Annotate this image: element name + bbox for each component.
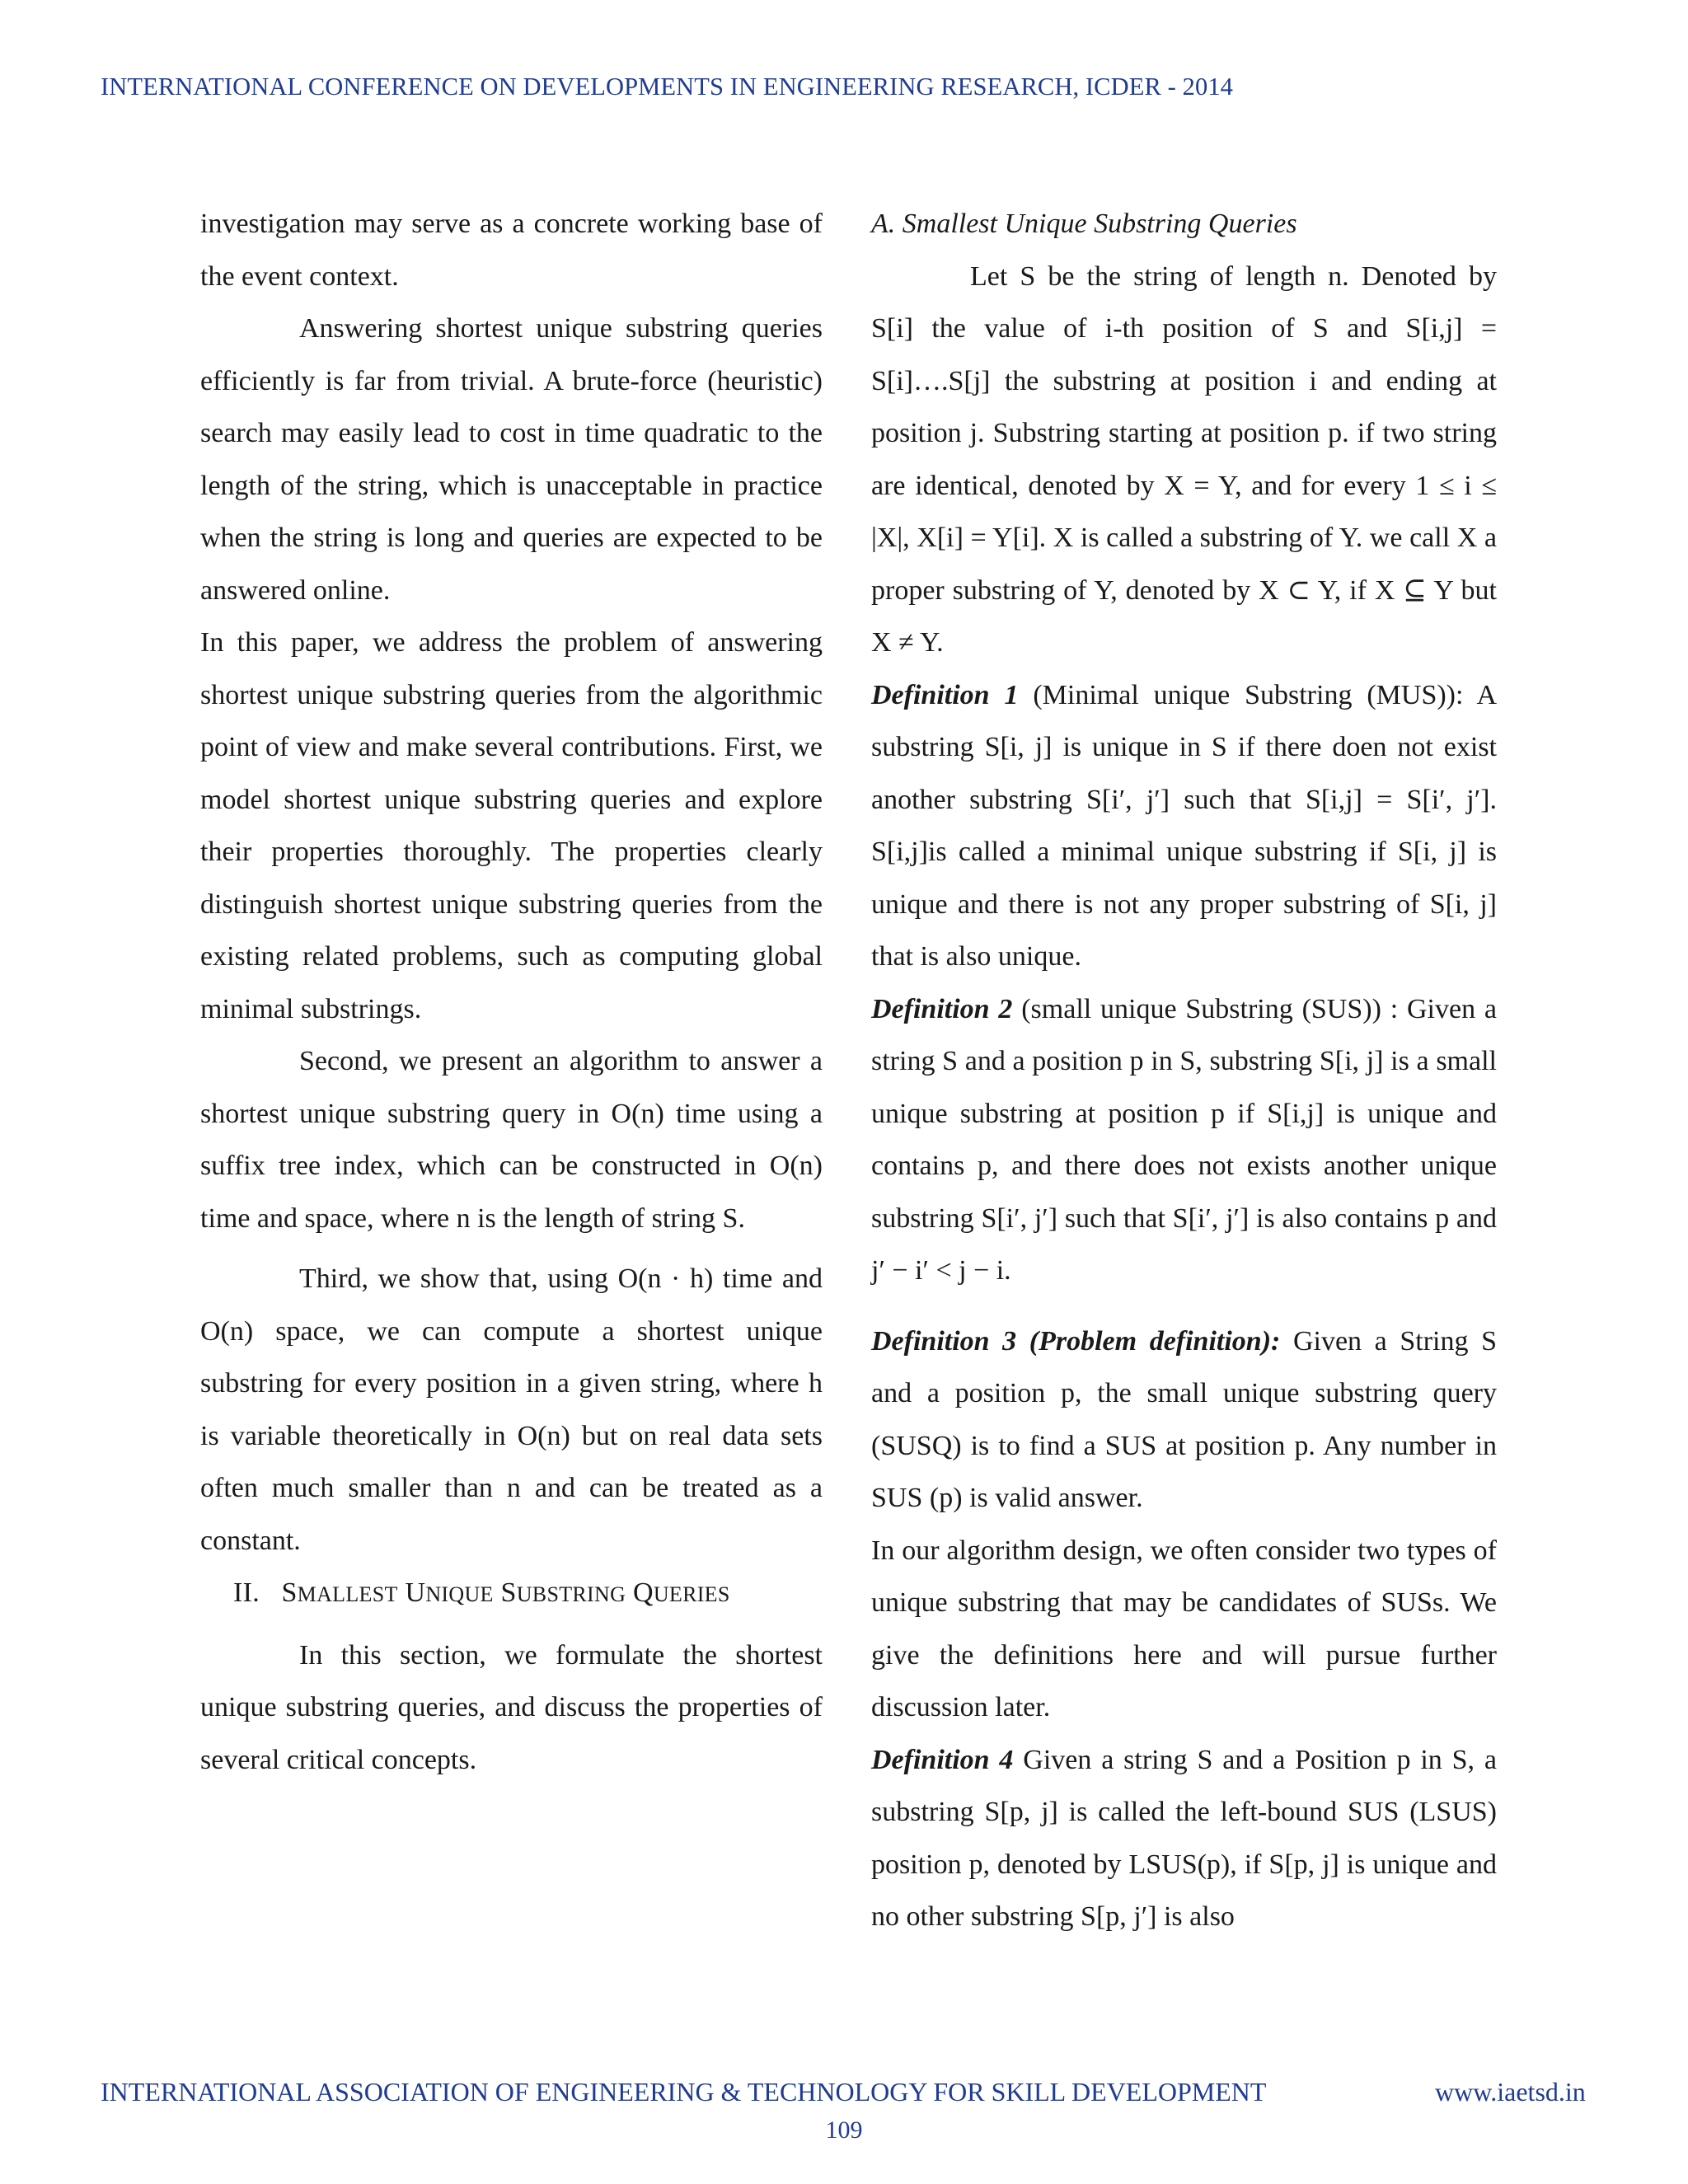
- definition-3: [871, 1315, 1497, 1525]
- section-heading: [200, 1567, 823, 1621]
- footer-organization: INTERNATIONAL ASSOCIATION OF ENGINEERING & TECHNOLOGY FOR SKILL DEVELOPMENT: [101, 2077, 1267, 2107]
- definition-2: [871, 983, 1497, 1297]
- running-header: INTERNATIONAL CONFERENCE ON DEVELOPMENTS IN ENGINEERING RESEARCH, ICDER - 2014: [101, 73, 1234, 101]
- paragraph-continuation: investigation may serve as a concrete working base of the event context.: [200, 209, 823, 292]
- paragraph-third-contribution: Third, we show that, using O(n · h) time and O(n) space, we can compute a shortest unique substring for every position in a given string, where h is variable theoretically in O(n) but on real data sets often much smaller than n and can be treated as a constant.: [200, 1263, 823, 1556]
- paragraph-contributions: In this paper, we address the problem of answering shortest unique substring queries from the algorithmic point of view and make several contributions. First, we model shortest unique substring queries and explore their properties thoroughly. The properties clearly distinguish shortest unique substring queries from the existing related problems, such as computing global minimal substrings.: [200, 627, 823, 1024]
- left-column: [200, 198, 823, 1786]
- section-word: SUBSTRING: [500, 1577, 626, 1608]
- right-column: [871, 198, 1497, 1943]
- definition-4: [871, 1734, 1497, 1943]
- paragraph-section-intro: In this section, we formulate the shortest unique substring queries, and discuss the properties of several critical concepts.: [200, 1639, 823, 1775]
- definition-body: Given a String S and a position p, the small unique substring query (SUSQ) is to find a SUS at position p. Any number in SUS (p) is valid answer.: [871, 1325, 1497, 1513]
- paragraph-notation: Let S be the string of length n. Denoted by S[i] the value of i-th position of S and S[i,j] = S[i]….S[j] the substring at position i and ending at position j. Substring starting at position p. if two string are identical, denoted by X = Y, and for every 1 ≤ i ≤ |X|, X[i] = Y[i]. X is called a substring of Y. we call X a proper substring of Y, denoted by X ⊂ Y, if X ⊆ Y but X ≠ Y.: [871, 260, 1497, 658]
- subsection-heading: A. Smallest Unique Substring Queries: [871, 209, 1297, 239]
- section-word: UNIQUE: [405, 1577, 494, 1608]
- footer-website-link[interactable]: www.iaetsd.in: [1435, 2077, 1586, 2107]
- definition-body: (small unique Substring (SUS)) : Given a string S and a position p in S, substring S[i, j] is a small unique substring at position p if S[i,j] is unique and contains p, and there does not exists another unique substring S[i′, j′] such that S[i′, j′] is also contains p and j′ − i′ < j − i.: [871, 993, 1498, 1286]
- paragraph-algorithm-design: In our algorithm design, we often consider two types of unique substring that may be candidates of SUSs. We give the definitions here and will pursue further discussion later.: [871, 1535, 1497, 1722]
- definition-label: Definition 1: [871, 679, 1019, 710]
- definition-1: [871, 669, 1497, 983]
- section-number: II.: [233, 1577, 260, 1608]
- definition-label: Definition 3 (Problem definition):: [871, 1325, 1281, 1357]
- section-word: QUERIES: [632, 1577, 730, 1608]
- paragraph-brute-force: Answering shortest unique substring queries efficiently is far from trivial. A brute-force (heuristic) search may easily lead to cost in time quadratic to the length of the string, which is unacceptable in practice when the string is long and queries are expected to be answered online.: [200, 313, 823, 606]
- paragraph-second-contribution: Second, we present an algorithm to answer a shortest unique substring query in O(n) time using a suffix tree index, which can be constructed in O(n) time and space, where n is the length of string S.: [200, 1046, 823, 1234]
- definition-label: Definition 2: [871, 993, 1013, 1024]
- section-word: SMALLEST: [281, 1577, 398, 1608]
- definition-label: Definition 4: [871, 1744, 1014, 1775]
- definition-body: Given a string S and a Position p in S, a substring S[p, j] is called the left-bound SUS (LSUS) position p, denoted by LSUS(p), if S[p, j] is unique and no other substring S[p, j′] is also: [871, 1744, 1497, 1932]
- page-number: 109: [825, 2116, 863, 2144]
- definition-body: (Minimal unique Substring (MUS)): A substring S[i, j] is unique in S if there doen not exist another substring S[i′, j′] such that S[i,j] = S[i′, j′]. S[i,j]is called a minimal unique substring if S[i, j] is unique and there is not any proper substring of S[i, j] that is also unique.: [871, 679, 1498, 972]
